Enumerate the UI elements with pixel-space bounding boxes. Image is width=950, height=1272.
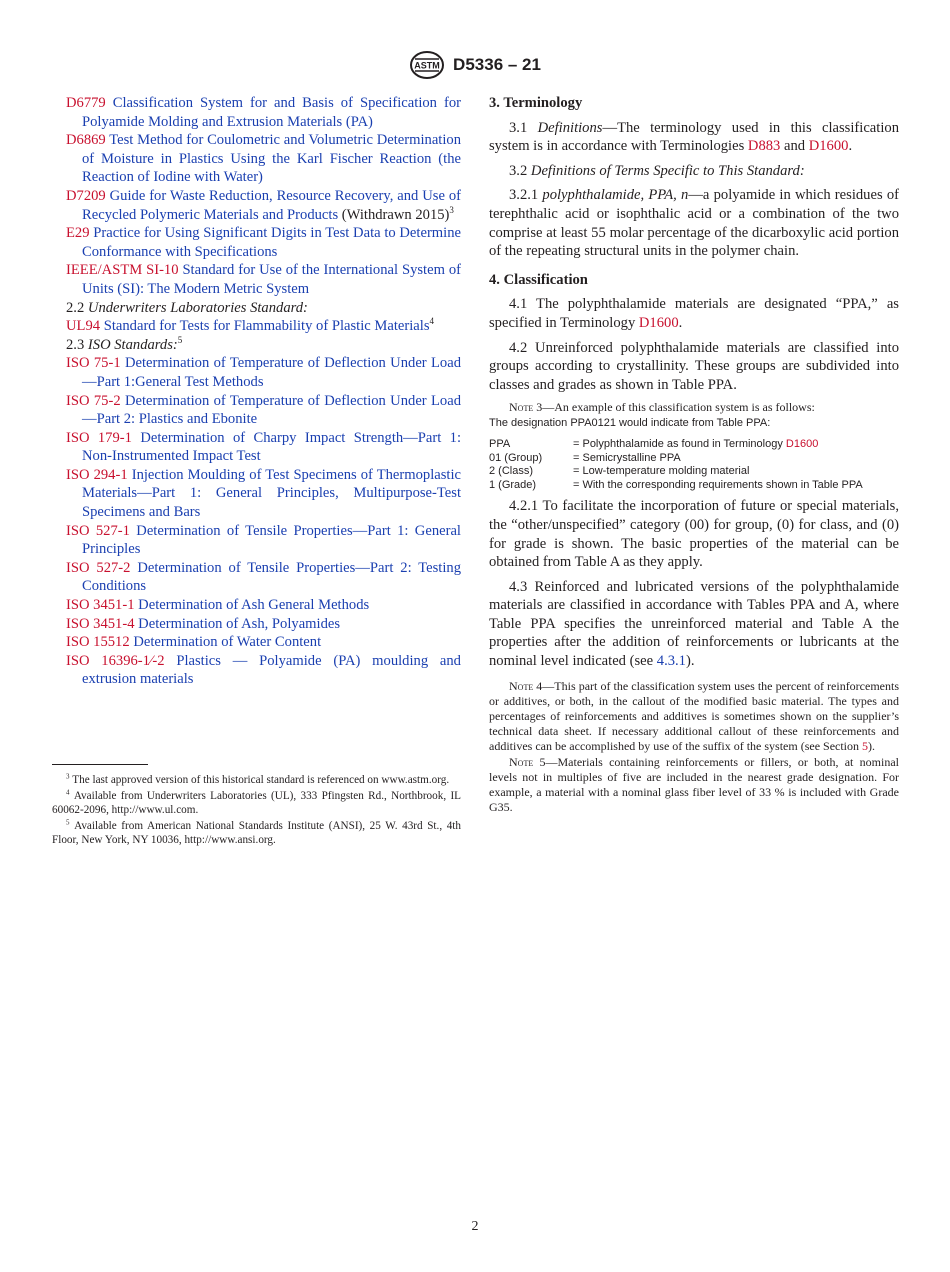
astm-logo-icon xyxy=(409,50,445,80)
reference-link[interactable]: ISO 75-2 xyxy=(66,392,121,409)
footnote: $^5$ Available from American National Standards Institute (ANSI), 25 W. 43rd St., 4th Floor, New York, NY 10036, http://www.ansi.org. xyxy=(52,818,461,847)
paragraph-3-2-1: 3.2.1 polyphthalamide, PPA, n—a polyamide in which residues of terephthalic acid or isophthalic acid or a combination of the two comprise at least 55 molar percentage of the dicarboxylic acid portion of the repeating structural units in the polymer chain. xyxy=(489,187,899,260)
reference-title-link[interactable]: Determination of Charpy Impact Strength—Part 1: Non-Instrumented Impact Test xyxy=(82,429,461,465)
reference-link[interactable]: ISO 527-2 xyxy=(66,559,131,576)
note-5: Note 5—Materials containing reinforcements or fillers, or both, at nominal levels not in multiples of five are included in the nearest grade designation. For example, a material with a nominal glass fiber level of 33 % is included with Grade G35. xyxy=(489,754,899,814)
footnote-divider xyxy=(52,764,148,765)
reference-link[interactable]: ISO 179-1 xyxy=(66,429,132,446)
reference-item xyxy=(66,317,461,336)
reference-title-link[interactable]: Injection Moulding of Test Specimens of Thermoplastic Materials—Part 1: General Principles, Multipurpose-Test Specimens and Bars xyxy=(82,466,461,521)
page-header xyxy=(0,50,950,80)
reference-title-link[interactable]: Plastics — Polyamide (PA) moulding and extrusion materials xyxy=(82,652,461,688)
paragraph-4-3: 4.3 Reinforced and lubricated versions of the polyphthalamide materials are classified in accordance with Tables PPA and A, where Table PPA specifies the unreinforced material and Table A the properties after the addition of reinforcements or lubricants at the nominal level indicated (see 4.3.1). xyxy=(489,578,899,670)
section-link[interactable]: 5 xyxy=(862,738,869,753)
footnote: $^4$ Available from Underwriters Laboratories (UL), 333 Pfingsten Rd., Northbrook, IL 60062-2096, http://www.ul.com. xyxy=(52,787,461,817)
section-heading-terminology: 3. Terminology xyxy=(489,95,583,111)
reference-link[interactable]: D1600 xyxy=(785,438,819,451)
example-intro: The designation PPA0121 would indicate from Table PPA: xyxy=(489,417,771,430)
reference-link[interactable]: D1600 xyxy=(638,314,679,331)
reference-item xyxy=(66,633,461,652)
reference-link[interactable]: D1600 xyxy=(808,138,849,155)
reference-title-link[interactable]: Determination of Ash, Polyamides xyxy=(138,615,341,632)
reference-title-link[interactable]: Determination of Water Content xyxy=(133,634,322,651)
reference-item xyxy=(66,429,461,466)
reference-item xyxy=(66,559,461,596)
footnotes xyxy=(52,773,461,849)
reference-link[interactable]: ISO 16396-1⁄-2 xyxy=(66,652,165,669)
section-link[interactable]: 4.3.1 xyxy=(656,653,686,670)
reference-link[interactable]: ISO 294-1 xyxy=(66,466,128,483)
note-3: Note 3—An example of this classification system is as follows: xyxy=(509,400,815,415)
reference-title-link[interactable]: Classification System for and Basis of Specification for Polyamide Molding and Extrusion Materials (PA) xyxy=(82,95,461,130)
section-heading-classification: 4. Classification xyxy=(489,271,588,288)
reference-title-link[interactable]: Determination of Tensile Properties—Part 2: Testing Conditions xyxy=(82,559,461,595)
left-column xyxy=(66,94,461,689)
reference-item xyxy=(66,354,461,391)
reference-link[interactable]: ISO 3451-4 xyxy=(66,615,135,632)
reference-item xyxy=(66,466,461,522)
reference-title-link[interactable]: Guide for Waste Reduction, Resource Recovery, and Use of Recycled Polymeric Materials and Products xyxy=(82,187,461,223)
reference-title-link[interactable]: Practice for Using Significant Digits in Test Data to Determine Conformance with Specifications xyxy=(82,225,461,260)
svg-text:ASTM: ASTM xyxy=(414,60,440,71)
reference-link[interactable]: D7209 xyxy=(66,187,106,204)
reference-title-link[interactable]: Determination of Temperature of Deflection Under Load—Part 1:General Test Methods xyxy=(82,355,461,390)
reference-item xyxy=(66,522,461,559)
reference-link[interactable]: ISO 15512 xyxy=(66,634,130,651)
reference-link[interactable]: ISO 75-1 xyxy=(66,355,121,372)
paragraph-4-2-1: 4.2.1 To facilitate the incorporation of future or special materials, the “other/unspecified” category (00) for group, (0) for class, and (0) for grade is shown. The basic properties of the material can be obtained from Table A as they apply. xyxy=(489,498,899,571)
reference-link[interactable]: ISO 527-1 xyxy=(66,522,130,539)
reference-link[interactable]: D6779 xyxy=(66,95,106,111)
document-number: D5336 – 21 xyxy=(453,55,541,74)
paragraph-4-2: 4.2 Unreinforced polyphthalamide materials are classified into groups according to crystallinity. These groups are subdivided into classes and grades as shown in Table PPA. xyxy=(489,339,899,393)
page-number: 2 xyxy=(471,1219,479,1234)
withdrawn-note: (Withdrawn 2015) xyxy=(338,206,450,223)
reference-item xyxy=(66,596,461,615)
table-row: PPA = Polyphthalamide as found in Terminology D1600 xyxy=(489,438,819,451)
reference-link[interactable]: ISO 3451-1 xyxy=(66,597,135,614)
paragraph-3-2: 3.2 Definitions of Terms Specific to This Standard: xyxy=(509,162,805,179)
paragraph-4-1: 4.1 The polyphthalamide materials are designated “PPA,” as specified in Terminology D1600. xyxy=(489,296,899,331)
reference-link[interactable]: E29 xyxy=(66,225,90,242)
footnote-ref[interactable]: 3 xyxy=(449,204,454,215)
reference-title-link[interactable]: Determination of Tensile Properties—Part 1: General Principles xyxy=(82,522,461,558)
footnote-ref[interactable]: 5 xyxy=(177,334,183,345)
right-column xyxy=(489,94,899,816)
reference-item xyxy=(66,131,461,187)
note-4: Note 4—This part of the classification system uses the percent of reinforcements or additives, or both, in the callout of the modified basic material. The types and percentages of reinforcements and additives is sometimes shown on the supplier’s technical data sheet. If necessary additional callout of these reinforcements and additives can be accomplished by use of the suffix of the system (see Section 5). xyxy=(489,678,899,753)
reference-title-link[interactable]: Standard for Use of the International System of Units (SI): The Modern Metric System xyxy=(82,262,461,297)
footnote-ref[interactable]: 4 xyxy=(429,316,435,327)
table-row: 01 (Group) = Semicrystalline PPA xyxy=(489,451,681,464)
paragraph-3-1: 3.1 Definitions—The terminology used in this classification system is in accordance with Terminologies D883 and D1600. xyxy=(489,119,899,155)
table-row: 1 (Grade) = With the corresponding requirements shown in Table PPA xyxy=(489,478,863,491)
reference-item xyxy=(66,261,461,298)
reference-link[interactable]: D883 xyxy=(747,138,781,155)
reference-item xyxy=(66,652,461,689)
reference-title-link[interactable]: Test Method for Coulometric and Volumetric Determination of Moisture in Plastics Using the Karl Fischer Reaction (the Reaction of Iodine with Water) xyxy=(82,132,462,186)
table-row: 2 (Class) = Low-temperature molding material xyxy=(489,465,750,478)
reference-link[interactable]: IEEE/ASTM SI-10 xyxy=(66,262,179,279)
designation-example-table xyxy=(489,438,863,492)
reference-title-link[interactable]: Standard for Tests for Flammability of Plastic Materials xyxy=(103,318,430,335)
reference-link[interactable]: UL94 xyxy=(66,318,101,335)
reference-item xyxy=(66,615,461,634)
subsection-heading: 2.2 Underwriters Laboratories Standard: xyxy=(66,299,308,316)
reference-title-link[interactable]: Determination of Temperature of Deflection Under Load—Part 2: Plastics and Ebonite xyxy=(82,392,461,428)
reference-item xyxy=(66,94,461,131)
reference-link[interactable]: D6869 xyxy=(66,132,106,149)
reference-title-link[interactable]: Determination of Ash General Methods xyxy=(138,597,370,614)
footnote: $^3$ The last approved version of this historical standard is referenced on www.astm.org. xyxy=(66,772,450,786)
reference-item xyxy=(66,224,461,261)
reference-item xyxy=(66,187,461,224)
reference-item xyxy=(66,392,461,429)
subsection-heading: 2.3 ISO Standards:$^5$ xyxy=(66,334,183,353)
